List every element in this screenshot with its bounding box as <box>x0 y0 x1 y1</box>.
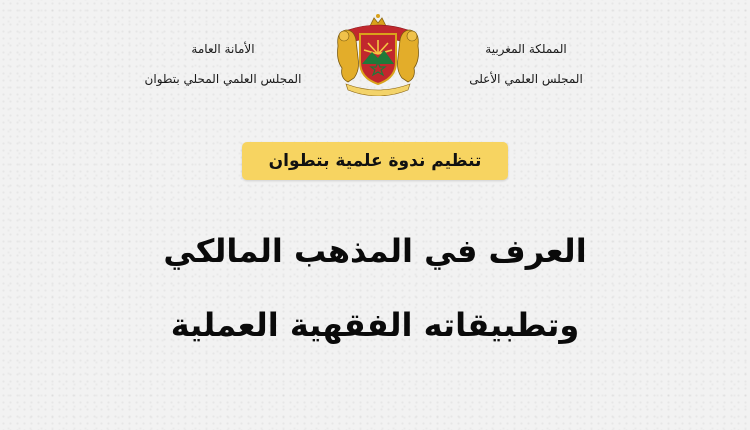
main-title-line-1: العرف في المذهب المالكي <box>163 232 587 270</box>
general-secretariat-label: الأمانة العامة <box>191 42 255 56</box>
header-left-block <box>123 34 323 94</box>
coat-of-arms-icon <box>330 12 426 96</box>
main-title-line-2: وتطبيقاته الفقهية العملية <box>170 306 580 344</box>
kingdom-name: المملكة المغربية <box>485 42 567 56</box>
event-banner-label: تنظيم ندوة علمية بتطوان <box>268 151 482 171</box>
local-council-name: المجلس العلمي المحلي بتطوان <box>144 72 302 86</box>
supreme-council-name: المجلس العلمي الأعلى <box>469 72 583 86</box>
event-banner <box>242 142 508 180</box>
header-right-block <box>426 34 626 94</box>
